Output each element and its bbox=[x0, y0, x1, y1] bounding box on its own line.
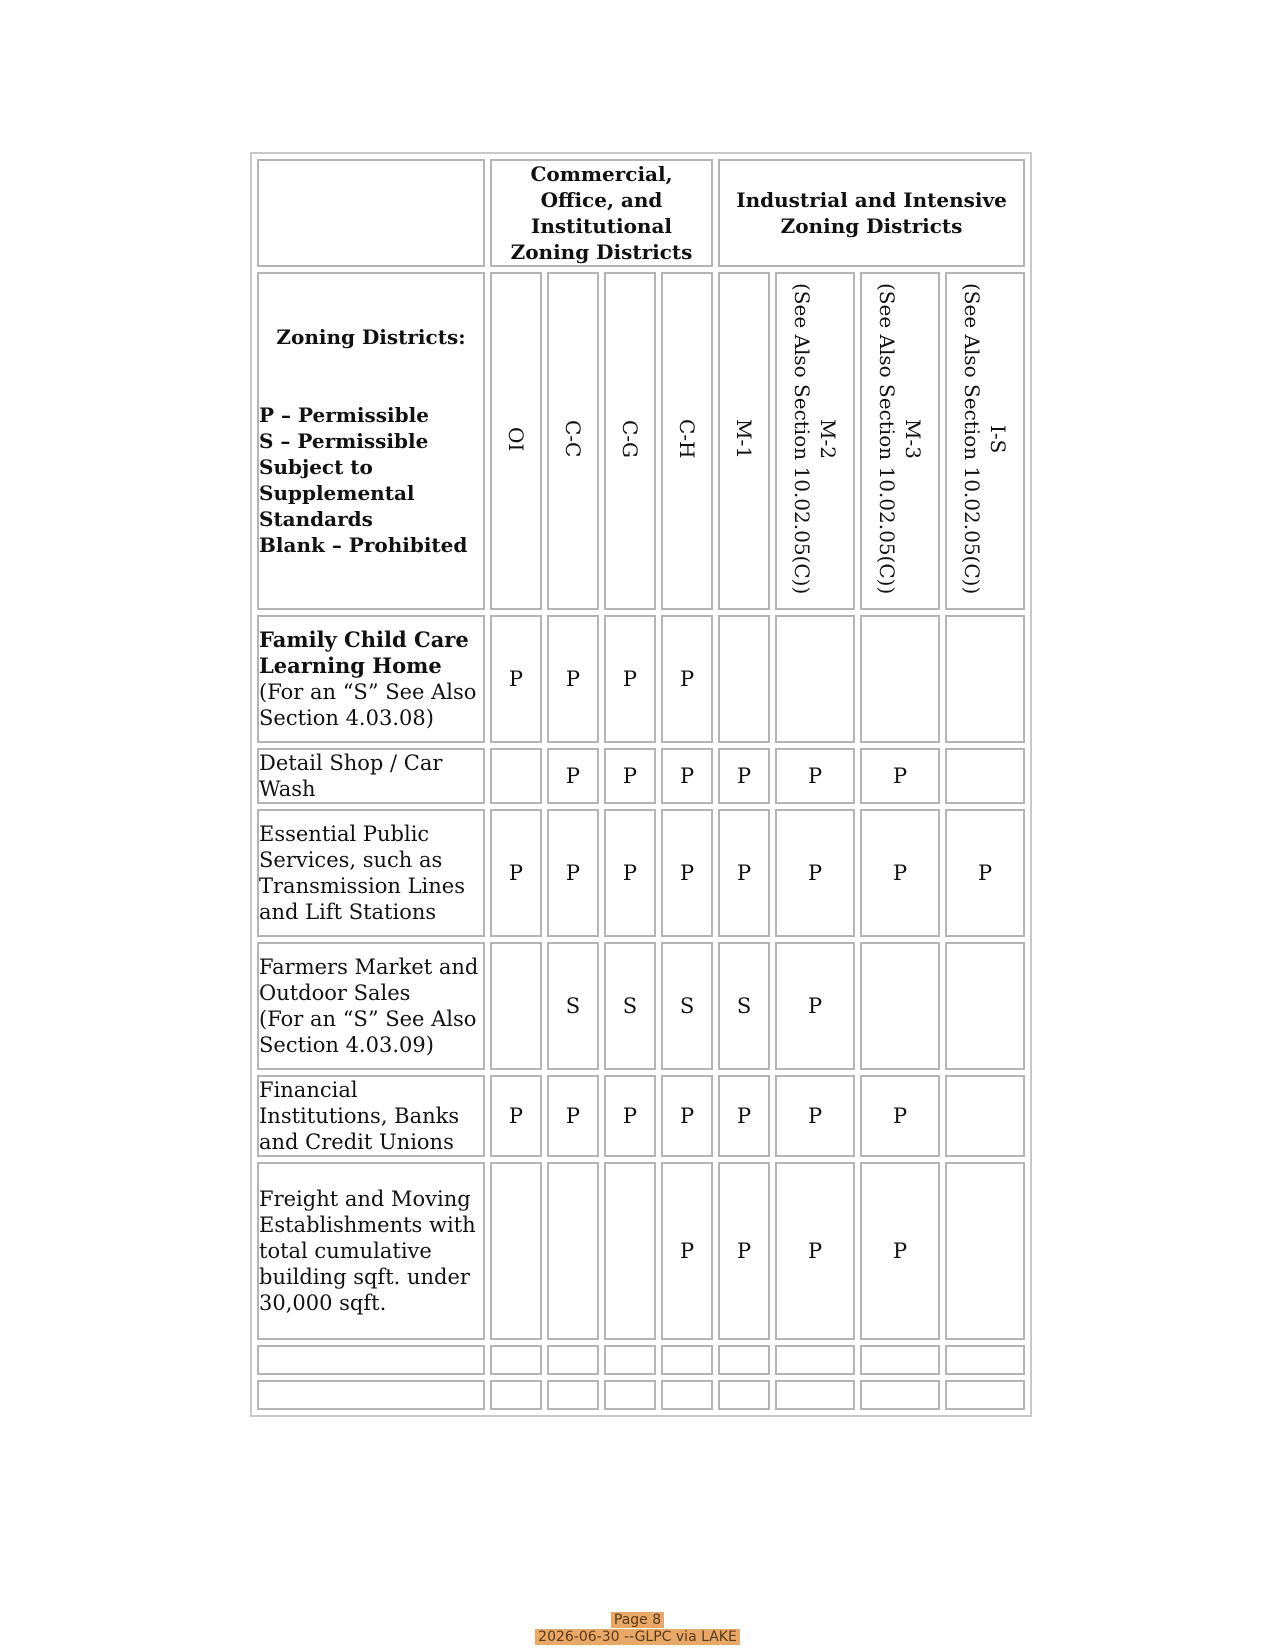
district-code: C-H bbox=[675, 419, 699, 459]
permission-cell: P bbox=[661, 615, 713, 743]
district-header-c-c bbox=[547, 272, 599, 610]
district-code: M-2 bbox=[816, 419, 841, 459]
use-name: Essential Public Services, such as Transmission Lines and Lift Stations bbox=[259, 822, 466, 924]
use-cell bbox=[257, 809, 485, 937]
permission-cell: P bbox=[718, 809, 770, 937]
permission-cell bbox=[945, 1380, 1025, 1410]
permission-cell bbox=[661, 1345, 713, 1375]
permission-cell bbox=[718, 1345, 770, 1375]
district-code: M-3 bbox=[901, 419, 926, 459]
permission-cell bbox=[860, 1345, 940, 1375]
district-code: C-C bbox=[561, 420, 585, 458]
permission-cell: P bbox=[604, 1075, 656, 1157]
use-row bbox=[257, 1380, 1025, 1410]
district-label bbox=[503, 427, 529, 451]
permission-cell bbox=[604, 1162, 656, 1340]
use-row bbox=[257, 809, 1025, 937]
permission-cell bbox=[775, 615, 855, 743]
use-name: Financial Institutions, Banks and Credit Unions bbox=[259, 1078, 460, 1154]
permission-cell: P bbox=[860, 809, 940, 937]
permission-cell bbox=[490, 942, 542, 1070]
permission-cell bbox=[490, 748, 542, 804]
use-row bbox=[257, 615, 1025, 743]
use-note: (For an “S” See Also Section 4.03.08) bbox=[259, 680, 477, 730]
use-cell bbox=[257, 1075, 485, 1157]
corner-cell bbox=[257, 159, 485, 267]
permission-cell: P bbox=[718, 748, 770, 804]
use-cell bbox=[257, 615, 485, 743]
permission-cell bbox=[490, 1380, 542, 1410]
district-note: (See Also Section 10.02.05(C)) bbox=[960, 283, 985, 595]
permission-cell: P bbox=[604, 615, 656, 743]
permission-cell bbox=[945, 1162, 1025, 1340]
permission-cell bbox=[775, 1345, 855, 1375]
permission-cell: P bbox=[775, 1075, 855, 1157]
legend-permissible: P – Permissible bbox=[259, 403, 429, 427]
page-number: Page 8 bbox=[0, 1612, 1275, 1629]
permission-cell: P bbox=[718, 1075, 770, 1157]
commercial-group-header: Commercial, Office, and Institutional Zoning Districts bbox=[490, 159, 713, 267]
district-label bbox=[789, 283, 841, 594]
permission-cell bbox=[775, 1380, 855, 1410]
permission-cell: P bbox=[661, 1075, 713, 1157]
district-code: I-S bbox=[986, 424, 1011, 454]
permission-cell bbox=[547, 1380, 599, 1410]
district-header-m-2 bbox=[775, 272, 855, 610]
permission-cell: P bbox=[718, 1162, 770, 1340]
use-cell bbox=[257, 942, 485, 1070]
permission-cell bbox=[860, 1380, 940, 1410]
permission-cell bbox=[945, 748, 1025, 804]
use-name: Family Child Care Learning Home bbox=[259, 627, 469, 678]
district-header-m-3 bbox=[860, 272, 940, 610]
district-note: (See Also Section 10.02.05(C)) bbox=[875, 283, 900, 595]
permission-cell bbox=[490, 1345, 542, 1375]
district-header-m-1 bbox=[718, 272, 770, 610]
permission-cell: P bbox=[860, 1162, 940, 1340]
use-row bbox=[257, 1075, 1025, 1157]
district-note: (See Also Section 10.02.05(C)) bbox=[790, 283, 815, 595]
district-header-oi bbox=[490, 272, 542, 610]
permission-cell bbox=[945, 615, 1025, 743]
permission-cell: P bbox=[547, 748, 599, 804]
permission-cell bbox=[718, 1380, 770, 1410]
permission-cell: S bbox=[604, 942, 656, 1070]
use-name: Farmers Market and Outdoor Sales bbox=[259, 955, 479, 1005]
permission-cell bbox=[604, 1345, 656, 1375]
permission-cell: P bbox=[490, 1075, 542, 1157]
permission-cell: P bbox=[547, 1075, 599, 1157]
permission-cell: P bbox=[490, 615, 542, 743]
district-label bbox=[617, 420, 643, 458]
permission-cell: S bbox=[718, 942, 770, 1070]
permission-cell bbox=[860, 615, 940, 743]
district-label bbox=[959, 283, 1011, 594]
group-header-row bbox=[257, 159, 1025, 267]
permission-cell: P bbox=[604, 748, 656, 804]
legend-cell bbox=[257, 272, 485, 610]
district-header-row bbox=[257, 272, 1025, 610]
use-name: Detail Shop / Car Wash bbox=[259, 751, 443, 801]
permission-cell: P bbox=[661, 1162, 713, 1340]
permission-cell bbox=[661, 1380, 713, 1410]
print-stamp: 2026-06-30 --GLPC via LAKE bbox=[0, 1629, 1275, 1646]
permission-cell bbox=[945, 1075, 1025, 1157]
permission-cell: S bbox=[547, 942, 599, 1070]
district-label bbox=[674, 419, 700, 459]
district-code: OI bbox=[504, 426, 528, 452]
use-row bbox=[257, 748, 1025, 804]
permission-cell: P bbox=[490, 809, 542, 937]
permission-cell bbox=[718, 615, 770, 743]
use-cell bbox=[257, 1345, 485, 1375]
permission-cell: P bbox=[547, 615, 599, 743]
permission-cell bbox=[547, 1345, 599, 1375]
permission-cell: P bbox=[860, 1075, 940, 1157]
use-cell bbox=[257, 748, 485, 804]
district-label bbox=[560, 420, 586, 457]
industrial-group-header: Industrial and Intensive Zoning Districts bbox=[718, 159, 1025, 267]
district-header-c-h bbox=[661, 272, 713, 610]
district-header-c-g bbox=[604, 272, 656, 610]
permission-cell: P bbox=[661, 748, 713, 804]
permission-cell: S bbox=[661, 942, 713, 1070]
district-header-i-s bbox=[945, 272, 1025, 610]
use-row bbox=[257, 942, 1025, 1070]
permission-cell: P bbox=[775, 1162, 855, 1340]
permission-cell: P bbox=[604, 809, 656, 937]
district-label bbox=[874, 283, 926, 594]
district-code: C-G bbox=[618, 419, 642, 459]
permission-cell bbox=[604, 1380, 656, 1410]
district-label bbox=[731, 419, 757, 459]
permission-cell bbox=[490, 1162, 542, 1340]
use-cell bbox=[257, 1162, 485, 1340]
legend-title: Zoning Districts: bbox=[276, 325, 466, 349]
legend-prohibited: Blank – Prohibited bbox=[259, 533, 468, 557]
permission-cell bbox=[945, 942, 1025, 1070]
permission-cell: P bbox=[775, 942, 855, 1070]
legend-supplemental: S – Permissible Subject to Supplemental Standards bbox=[259, 429, 429, 531]
use-note: (For an “S” See Also Section 4.03.09) bbox=[259, 1007, 477, 1057]
permission-cell: P bbox=[547, 809, 599, 937]
permission-cell: P bbox=[661, 809, 713, 937]
use-row bbox=[257, 1345, 1025, 1375]
use-name: Freight and Moving Establishments with total cumulative building sqft. under 30,000 sqft. bbox=[259, 1187, 476, 1315]
permission-cell bbox=[860, 942, 940, 1070]
permission-cell: P bbox=[860, 748, 940, 804]
use-cell bbox=[257, 1380, 485, 1410]
permission-cell: P bbox=[775, 748, 855, 804]
use-row bbox=[257, 1162, 1025, 1340]
permission-cell: P bbox=[945, 809, 1025, 937]
district-code: M-1 bbox=[732, 419, 757, 459]
permission-cell: P bbox=[775, 809, 855, 937]
permission-cell bbox=[945, 1345, 1025, 1375]
zoning-use-table bbox=[250, 152, 1032, 1417]
permission-cell bbox=[547, 1162, 599, 1340]
